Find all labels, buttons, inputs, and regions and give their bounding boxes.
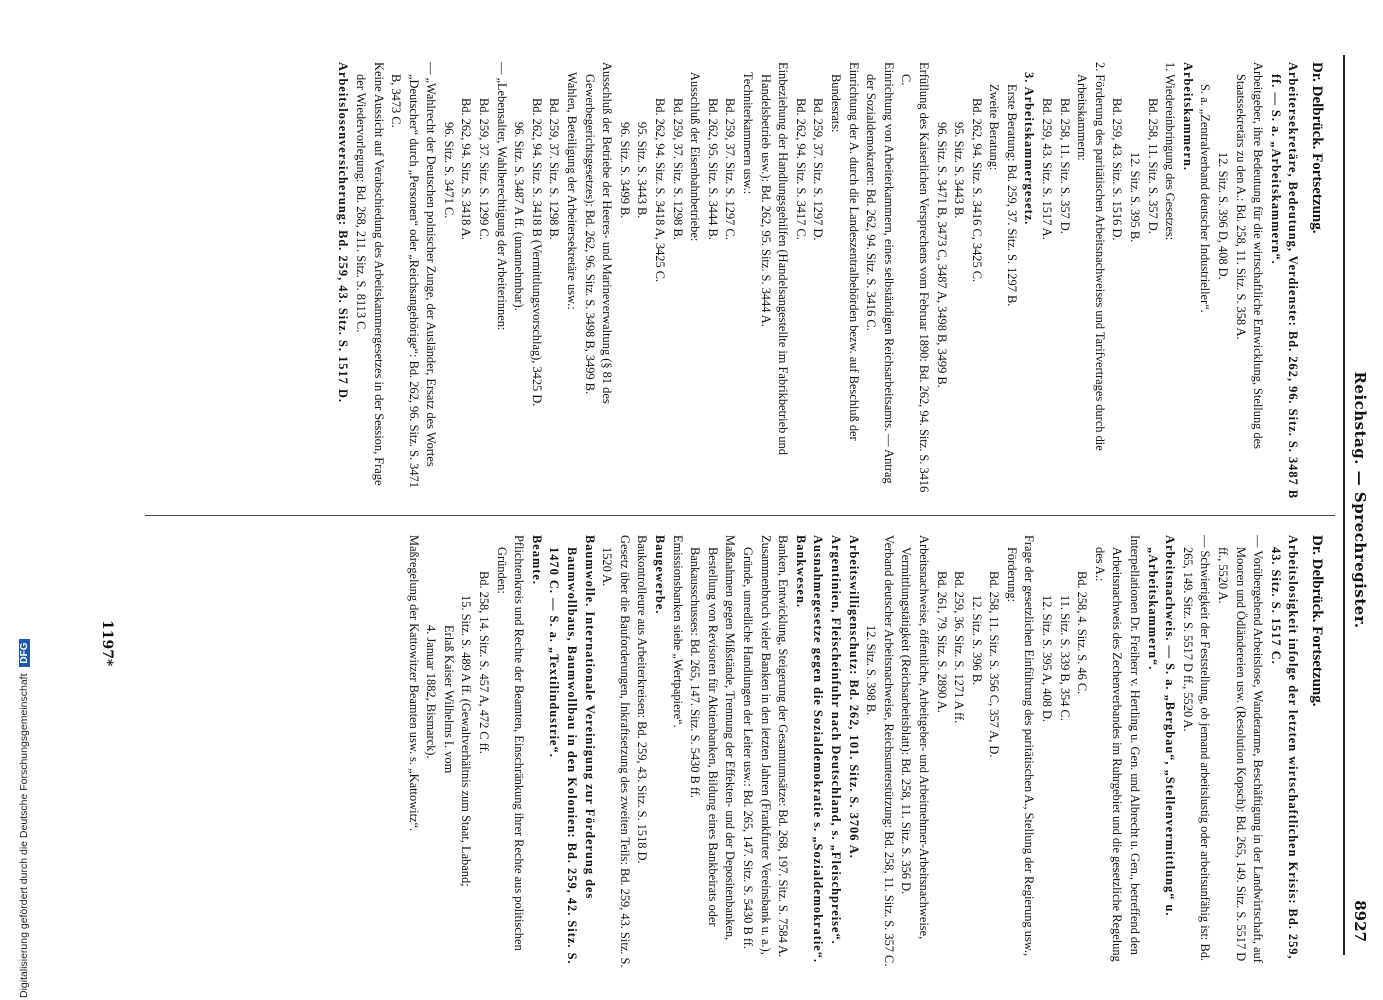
left-column-heading: Dr. Delbrück. Fortsetzung. (1309, 62, 1325, 234)
index-entry: Bd. 258, 11. Sitz. S. 356 C, 357 A, D. (987, 571, 1002, 758)
index-entry: 12. Sitz. S. 396 D, 408 D. (1216, 152, 1231, 280)
footer-page-number: 1197* (99, 620, 115, 667)
index-entry: Arbeitskammern. (1180, 62, 1195, 171)
index-entry: Bd. 259, 36. Sitz. S. 1271 A ff. (952, 571, 967, 724)
index-entry: Arbeitersekretäre, Bedeutung, Verdienste: Bd. 262, 96. Sitz. S. 3487 B ff. — S. a. „Arbeitskammern“. (1268, 62, 1301, 500)
index-entry: Zusammenbruch vieler Banken in den letzten Jahren (Frankfurter Vereinsbank u. a.), Gründe, unredliche Handlungen der Leiter usw.: Bd. 265, 147. Sitz. S. 5430 B ff. (741, 535, 773, 955)
index-entry: Bd. 262, 94. Sitz. S. 3417 C. (793, 98, 808, 240)
index-entry: Ausschluß der Betriebe der Heeres- und Marineverwaltung (§ 81 des Gewerbegerichtsgesetzes): Bd. 262, 96. Sitz. S. 3498 B, 3499 B. (582, 62, 615, 404)
index-entry: Gesetz über die Bauforderungen, Inkraftsetzung des zweiten Teils: Bd. 259, 43. Sitz. S. 1520 A. (600, 535, 632, 968)
index-entry: Bd. 259, 37. Sitz. S. 1298 B. (670, 98, 685, 240)
index-entry: S. a. „Zentralverband deutscher Industrieller“. (1198, 84, 1213, 313)
index-entry: 11. Sitz. S. 339 B, 354 C. (1057, 595, 1072, 721)
right-column (404, 535, 1325, 975)
index-entry: Bd. 258, 14. Sitz. S. 457 A, 472 C ff. (477, 571, 492, 754)
digitization-credit (0, 0, 30, 1000)
index-entry: Techniterkammern usw.: (741, 72, 755, 195)
credit-text: Digitalisierung gefördert durch die Deutsche Forschungsgemeinschaft (18, 673, 30, 998)
index-entry: 96. Sitz. S. 3471 C. (441, 122, 456, 219)
index-entry: Erste Beratung: Bd. 259, 37. Sitz. S. 1297 B. (1004, 84, 1019, 307)
index-entry: Wahlen, Beteiligung der Arbeitersekretäre usw.: (565, 72, 580, 310)
right-column-heading: Dr. Delbrück. Fortsetzung. (1309, 535, 1325, 707)
index-entry: Bd. 262, 94. Sitz. S. 3418 A, 3425 C. (653, 98, 668, 283)
index-entry: Emissionsbanken siehe „Wertpapiere“. (670, 535, 685, 728)
index-entry: Baukontrolleure aus Arbeiterkreisen: Bd. 259, 43. Sitz. S. 1518 D. (635, 535, 650, 864)
index-entry: Erlaß Kaiser Wilhelms I. vom (441, 625, 456, 774)
index-entry: Bd. 259, 43. Sitz. S. 1517 A. (1040, 98, 1055, 240)
index-entry: Bd. 258, 4. Sitz. S. 46 C. (1075, 571, 1090, 695)
index-entry: 4. Januar 1882, Bismarck). (424, 625, 439, 759)
index-entry: Maßnahmen gegen Mißstände, Trennung der Effekten- und der Depositenbanken, Bestellung von Revisoren für Aktienbanken, Bildung eines Bankbeirats oder Bankausschusses: Bd. 265, 147. Sitz. S. 5430 B ff. (688, 535, 738, 941)
index-entry: Arbeitswilligenschutz: Bd. 262, 101. Sitz. S. 3706 A. (846, 535, 861, 859)
index-entry: 12. Sitz. S. 396 B. (969, 595, 984, 686)
index-entry: Arbeitslosenversicherung: Bd. 259, 43. Sitz. S. 1517 D. (336, 62, 351, 404)
index-entry: Baumwolle. Internationale Vereinigung zur Förderung des Baumwollbaus, Baumwollbau in den Kolonien: Bd. 259, 42. Sitz. S. 1470 C. — S. a. „Textilindustrie“. (547, 535, 597, 965)
index-entry: Argentinien, Fleischeinfuhr nach Deutschland, s. „Fleischpreise“. (828, 535, 843, 945)
credit-line (18, 639, 30, 998)
index-entry: Einbeziehung der Handlungsgehilfen (Handelsangestellte im Fabrikbetrieb und Handelsbetrieb usw.): Bd. 262, 95. Sitz. S. 3444 A. (758, 62, 791, 455)
index-entry: Bd. 261, 79. Sitz. S. 2890 A. (934, 571, 949, 713)
index-entry: — „Lebensalter, Wahlberechtigung der Arbeiterinnen: (494, 62, 509, 331)
index-entry: Baugewerbe. (653, 535, 668, 615)
index-entry: Bd. 262, 95. Sitz. S. 3444 B. (705, 98, 720, 240)
index-entry: 95. Sitz. S. 3443 B. (635, 122, 650, 219)
index-entry: Bd. 258, 11. Sitz. S. 357 D. (1145, 98, 1160, 234)
index-entry: — Vorübergehend Arbeitslose, Wanderarme, Beschäftigung in der Landwirtschaft, auf Mooren und Ödländereien usw. (Resolution Kopsch): Bd. 265, 149. Sitz. S. 5517 D ff., 5520 A. (1216, 535, 1266, 963)
index-entry: Pflichtenkreis und Rechte der Beamten, Einschränkung ihrer Rechte aus politischen Gründen: (494, 535, 527, 951)
index-entry: Bd. 259, 37. Sitz. S. 1299 C. (477, 98, 492, 240)
header-title: Reichstag. — Sprechregister. (1351, 371, 1369, 629)
index-entry: Einrichtung der A. durch die Landeszentralbehörden bezw. auf Beschluß der Bundesrats: (828, 62, 861, 441)
index-entry: Zweite Beratung: (987, 84, 1002, 171)
index-entry: Banken, Entwicklung, Steigerung der Gesamtumsätze: Bd. 268, 197. Sitz. S. 7584 A. (776, 535, 791, 958)
index-entry: 96. Sitz. S. 3471 B, 3473 C, 3487 A, 3498 B, 3499 B. (934, 122, 949, 388)
dfg-logo: DFG (19, 639, 30, 666)
index-entry: Verband deutscher Arbeitsnachweise, Reichsunterstützung: Bd. 258, 11. Sitz. S. 357 C. (881, 535, 896, 967)
index-entry: — „Wahlrecht der Deutschen polnischer Zunge, der Ausländer, Ersatz des Wortes „Deutscher“ durch „Personen“ oder „Reichsangehörige“: Bd. 262, 96. Sitz. S. 3471 B, 3473 C. (389, 62, 439, 488)
index-entry: Bd. 259, 37. Sitz. S. 1298 B. (547, 98, 562, 240)
index-entry: Frage der gesetzlichen Einführung des paritätischen A., Stellung der Regierung usw., Förderung: (1004, 535, 1037, 957)
index-entry: Beamte. (529, 535, 544, 586)
header-page-number: 8927 (1351, 900, 1369, 942)
index-entry: Bd. 262, 94. Sitz. S. 3418 A. (459, 98, 474, 240)
index-entry: Bd. 262, 94. Sitz. S. 3416 C, 3425 C. (969, 98, 984, 283)
index-entry: Ausnahmegesetze gegen die Sozialdemokratie s. „Sozialdemokratie“. (811, 535, 826, 964)
index-entry: Bd. 259, 37. Sitz. S. 1297 D. (811, 98, 826, 241)
index-entry: 12. Sitz. S. 395 A, 408 D. (1040, 595, 1055, 723)
index-entry: Maßregelung der Kattowitzer Beamten usw. s. „Kattowitz“. (406, 535, 421, 832)
index-entry: 96. Sitz. S. 3487 A ff. (unannehmbar). (512, 122, 527, 311)
header-rule (1343, 55, 1345, 955)
index-entry: Arbeitsnachweise, öffentliche, Arbeitgeber- und Arbeitnehmer-Arbeitsnachweise, Vermittlungstätigkeit (Reichsarbeitsblatt): Bd. 258, 11. Sitz. S. 356 D. (899, 535, 931, 940)
index-entry: Bd. 259, 43. Sitz. S. 1516 D. (1110, 98, 1125, 241)
index-entry: Arbeitgeber, ihre Bedeutung für die wirtschaftliche Entwicklung, Stellung des Staatssekretärs zu den A.: Bd. 258, 11. Sitz. S. 358 A. (1233, 62, 1266, 449)
index-entry: 2. Förderung des paritätischen Arbeitsnachweises und Tarifvertrages durch die Arbeitskammern: (1075, 62, 1107, 451)
index-entry: Ausschluß der Eisenbahnbetriebe: (688, 72, 703, 242)
index-entry: 1. Wiedereinbringung des Gesetzes: (1163, 62, 1178, 241)
running-header (1323, 0, 1383, 1000)
index-entry: Keine Aussicht auf Verabschiedung des Arbeitskammergesetzes in der Session, Frage der Wiedervorlegung: Bd. 268, 211. Sitz. S. 8113 C. (353, 62, 386, 486)
index-entry: 15. Sitz. S. 489 A ff. (Gewaltverhältnis zum Staat, Laband; (459, 595, 474, 887)
index-entry: Bd. 262, 94. Sitz. S. 3418 B (Vermittlungsvorschlag), 3425 D. (529, 98, 544, 407)
index-entry: Arbeitslosigkeit infolge der letzten wirtschaftlichen Krisis: Bd. 259, 43. Sitz. S. 1517 C. (1268, 535, 1301, 960)
index-entry: Erfüllung des Kaiserlichen Versprechens vom Februar 1890: Bd. 262, 94. Sitz. S. 3416 C. (899, 62, 931, 493)
index-entry: Einrichtung von Arbeiterkammern, eines selbständigen Reichsarbeitsamts. — Antrag der Sozialdemokraten: Bd. 262, 94. Sitz. S. 3416 C. (864, 62, 896, 484)
index-entry: Bd. 259, 37. Sitz. S. 1297 C. (723, 98, 738, 240)
index-entry: Interpellationen Dr. Freiherr v. Hertling u. Gen. und Albrecht u. Gen., betreffend den Arbeitsnachweis des Zechenverbandes im Ruhrgebiet und die gesetzliche Regelung des A.: (1092, 535, 1143, 962)
left-column (334, 62, 1325, 502)
index-entry: 12. Sitz. S. 398 B. (864, 625, 879, 716)
index-entry: 95. Sitz. S. 3443 B. (952, 122, 967, 219)
index-entry: — Schwierigkeit der Feststellung, ob jemand arbeitslustig oder arbeitsunfähig ist: Bd. 265, 149. Sitz. S. 5517 D ff., 5520 A. (1180, 535, 1213, 962)
column-divider (145, 515, 1335, 516)
index-entry: Arbeitsnachweis. — S. a. „Bergbau“, „Stellenvermittlung“ u. „Arbeitskammern“. (1145, 535, 1178, 917)
index-entry: 3. Arbeitskammergesetz. (1022, 72, 1037, 226)
index-entry: 12. Sitz. S. 395 B. (1128, 152, 1143, 243)
index-entry: Bd. 258, 11. Sitz. S. 357 D. (1057, 98, 1072, 234)
index-entry: 96. Sitz. S. 3499 B. (617, 122, 632, 219)
index-entry: Bankwesen. (793, 535, 808, 608)
